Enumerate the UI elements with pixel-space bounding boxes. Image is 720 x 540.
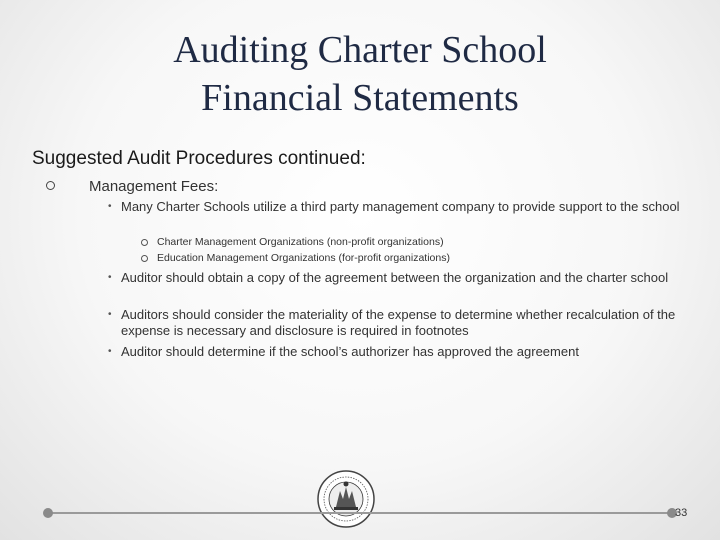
bullet-item [108,199,688,215]
bullet-text: Many Charter Schools utilize a third party management company to provide support to the school [121,199,680,214]
title-line-2: Financial Statements [201,77,519,119]
sub-bullet-item [141,235,444,249]
title-line-1: Auditing Charter School [173,29,547,71]
bullet-text: Auditor should determine if the school’s authorizer has approved the agreement [121,344,579,359]
hollow-circle-bullet-icon [141,255,148,262]
management-fees-label: Management Fees: [89,178,219,195]
sub-bullet-text: Charter Management Organizations (non-profit organizations) [157,236,444,248]
footer-left-dot [43,508,53,518]
sub-bullet-text: Education Management Organizations (for-profit organizations) [157,252,450,264]
bullet-item [108,270,688,286]
page-number: 33 [675,507,688,519]
footer-rule [48,512,672,514]
sub-bullet-item [141,251,450,265]
hollow-circle-bullet-icon [46,181,55,190]
bullet-text: Auditor should obtain a copy of the agreement between the organization and the charter school [121,270,669,285]
slide-title [60,26,660,122]
management-fees-item [66,178,218,195]
bullet-item [108,344,688,360]
bullet-text: Auditors should consider the materiality of the expense to determine whether recalculation of the expense is necessary and disclosure is required in footnotes [121,307,676,338]
bullet-dot-icon: • [108,272,112,283]
bullet-dot-icon: • [108,201,112,212]
bullet-dot-icon: • [108,346,112,357]
bullet-dot-icon: • [108,309,112,320]
hollow-circle-bullet-icon [141,239,148,246]
section-heading: Suggested Audit Procedures continued: [32,148,366,169]
bullet-item [108,307,688,339]
state-seal-icon [316,469,376,529]
